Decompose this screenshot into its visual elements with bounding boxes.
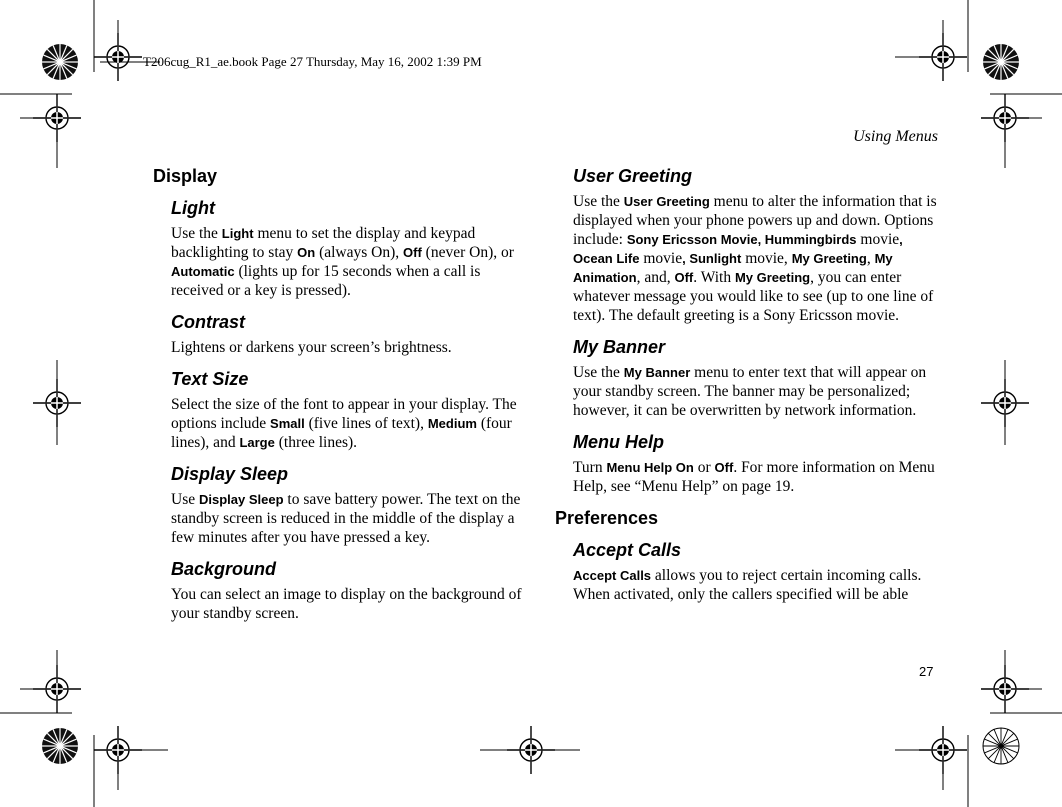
subsection-title-menu-help: Menu Help — [573, 432, 665, 452]
subsection-contrast — [171, 310, 536, 357]
section-heading-display: Display — [153, 166, 218, 186]
subsection-title-text-size: Text Size — [171, 369, 249, 389]
contrast-paragraph: Lightens or darkens your screen’s brightness. — [171, 339, 452, 356]
subsection-title-user-greeting: User Greeting — [573, 166, 693, 186]
subsection-title-accept-calls: Accept Calls — [573, 540, 682, 560]
subsection-my-banner — [573, 335, 940, 420]
subsection-title-my-banner: My Banner — [573, 337, 666, 357]
subsection-title-light: Light — [171, 198, 215, 218]
subsection-display-sleep — [171, 462, 536, 547]
text-size-paragraph: Select the size of the font to appear in your display. The options include Small (five lines of text), Medium (four lines), and Large (three lines). — [171, 396, 517, 451]
subsection-title-background: Background — [171, 559, 277, 579]
user-greeting-paragraph: Use the User Greeting menu to alter the information that is displayed when your phone powers up and down. Options include: Sony Ericsson Movie, Hummingbirds movie, Ocean Life movie, Sunlight movie, My Greeting, My Animation, and, Off. With My Greeting, you can enter whatever message you would like to see (up to one line of text). The default greeting is a Sony Ericsson movie. — [573, 193, 937, 324]
light-paragraph: Use the Light menu to set the display and keypad backlighting to stay On (always On), Off (never On), or Automatic (lights up for 15 seconds when a call is received or a key is pressed). — [171, 225, 514, 299]
subsection-user-greeting — [573, 164, 940, 325]
subsection-text-size — [171, 367, 536, 452]
print-slug: T206cug_R1_ae.book Page 27 Thursday, May 16, 2002 1:39 PM — [143, 54, 482, 69]
subsection-background — [171, 557, 536, 623]
menu-help-paragraph: Turn Menu Help On or Off. For more information on Menu Help, see “Menu Help” on page 19. — [573, 459, 935, 495]
subsection-light — [171, 196, 536, 300]
accept-calls-paragraph: Accept Calls allows you to reject certain incoming calls. When activated, only the callers specified will be able — [573, 567, 922, 603]
section-heading-preferences: Preferences — [555, 508, 659, 528]
subsection-title-contrast: Contrast — [171, 312, 246, 332]
right-column — [555, 164, 940, 614]
display-sleep-paragraph: Use Display Sleep to save battery power. The text on the standby screen is reduced in the middle of the display a few minutes after you have pressed a key. — [171, 491, 521, 546]
page-number: 27 — [919, 664, 934, 679]
subsection-title-display-sleep: Display Sleep — [171, 464, 289, 484]
left-column — [153, 164, 536, 633]
subsection-accept-calls — [573, 538, 940, 604]
background-paragraph: You can select an image to display on the background of your standby screen. — [171, 586, 522, 622]
running-head: Using Menus — [853, 128, 938, 145]
subsection-menu-help — [573, 430, 940, 496]
my-banner-paragraph: Use the My Banner menu to enter text that will appear on your standby screen. The banner may be personalized; however, it can be overwritten by network information. — [573, 364, 927, 419]
